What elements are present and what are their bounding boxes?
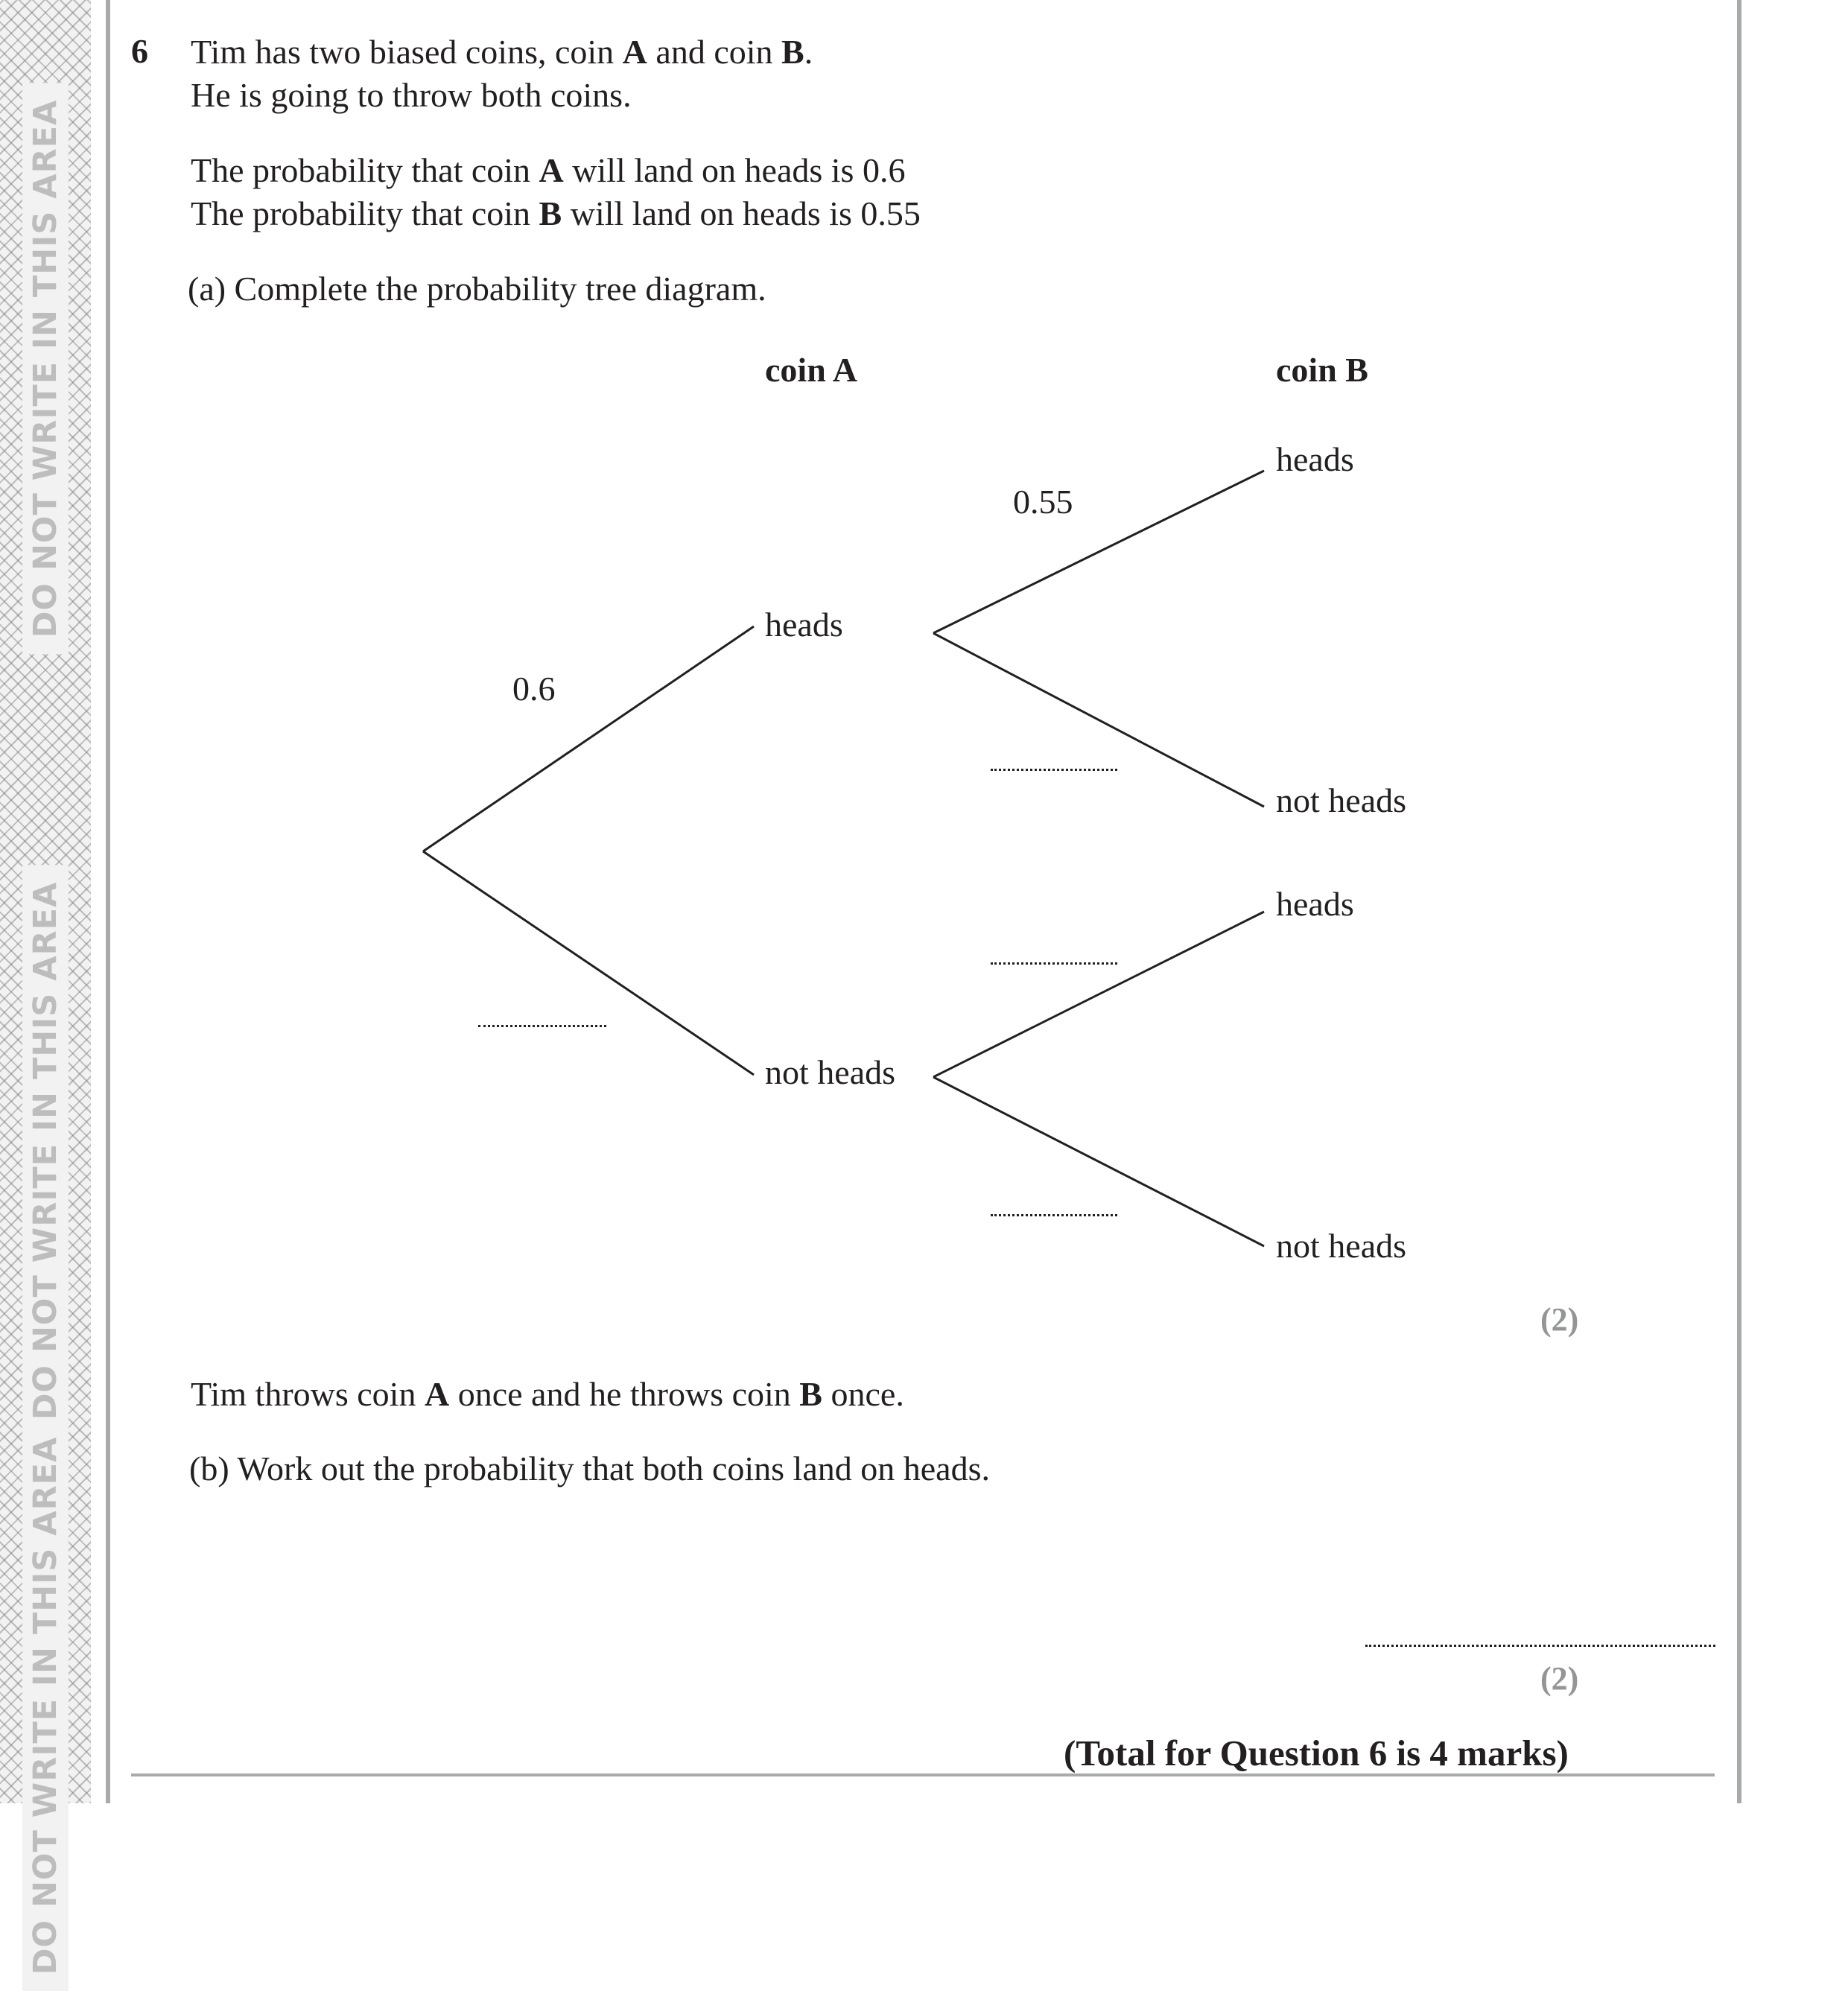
answer-line-b-not-heads-after-not-heads[interactable] [991, 1214, 1117, 1216]
part-b-marks: (2) [1540, 1660, 1579, 1697]
branch-a-heads [423, 626, 754, 851]
question-number: 6 [131, 32, 148, 70]
coin-a-header: coin A [765, 351, 857, 389]
probability-a-heads: 0.6 [512, 670, 556, 708]
branch-b-heads-after-not-heads [933, 912, 1264, 1077]
throw-statement: Tim throws coin A once and he throws coin B once. [191, 1375, 904, 1413]
margin-warning-top: DO NOT WRITE IN THIS AREA [22, 83, 69, 655]
branch-b-not-heads-after-heads [933, 633, 1264, 807]
part-a-marks: (2) [1540, 1301, 1579, 1338]
outcome-b-heads-2: heads [1276, 885, 1354, 923]
coin-b-header: coin B [1276, 351, 1368, 389]
branch-b-not-heads-after-not-heads [933, 1077, 1264, 1246]
outcome-b-not-heads-2: not heads [1276, 1227, 1407, 1265]
outcome-b-not-heads-1: not heads [1276, 781, 1407, 819]
outcome-b-heads-1: heads [1276, 440, 1354, 478]
coin-b-probability-statement: The probability that coin B will land on heads is 0.55 [191, 194, 921, 232]
part-b-answer-line[interactable] [1365, 1645, 1715, 1647]
part-a-instruction: (a) Complete the probability tree diagram. [188, 270, 766, 308]
outcome-a-heads: heads [765, 606, 843, 644]
outcome-a-not-heads: not heads [765, 1053, 896, 1091]
bottom-rule [131, 1774, 1715, 1776]
probability-b-heads-given-a-heads: 0.55 [1013, 483, 1073, 521]
branch-b-heads-after-heads [933, 471, 1264, 633]
question-intro-line-1: Tim has two biased coins, coin A and coin B. [191, 33, 813, 71]
question-intro-line-2: He is going to throw both coins. [191, 76, 632, 114]
answer-line-a-not-heads[interactable] [478, 1025, 606, 1027]
margin-warning-middle: DO NOT WRITE IN THIS AREA [22, 866, 69, 1437]
answer-line-b-heads-after-not-heads[interactable] [991, 962, 1117, 965]
part-b-instruction: (b) Work out the probability that both coins land on heads. [189, 1449, 990, 1487]
margin-warning-bottom: DO NOT WRITE IN THIS AREA [22, 1420, 69, 1991]
answer-line-b-not-heads-after-heads[interactable] [991, 769, 1117, 771]
branch-a-not-heads [423, 851, 754, 1075]
coin-a-probability-statement: The probability that coin A will land on heads is 0.6 [191, 151, 906, 189]
question-total-marks: (Total for Question 6 is 4 marks) [1064, 1733, 1569, 1774]
